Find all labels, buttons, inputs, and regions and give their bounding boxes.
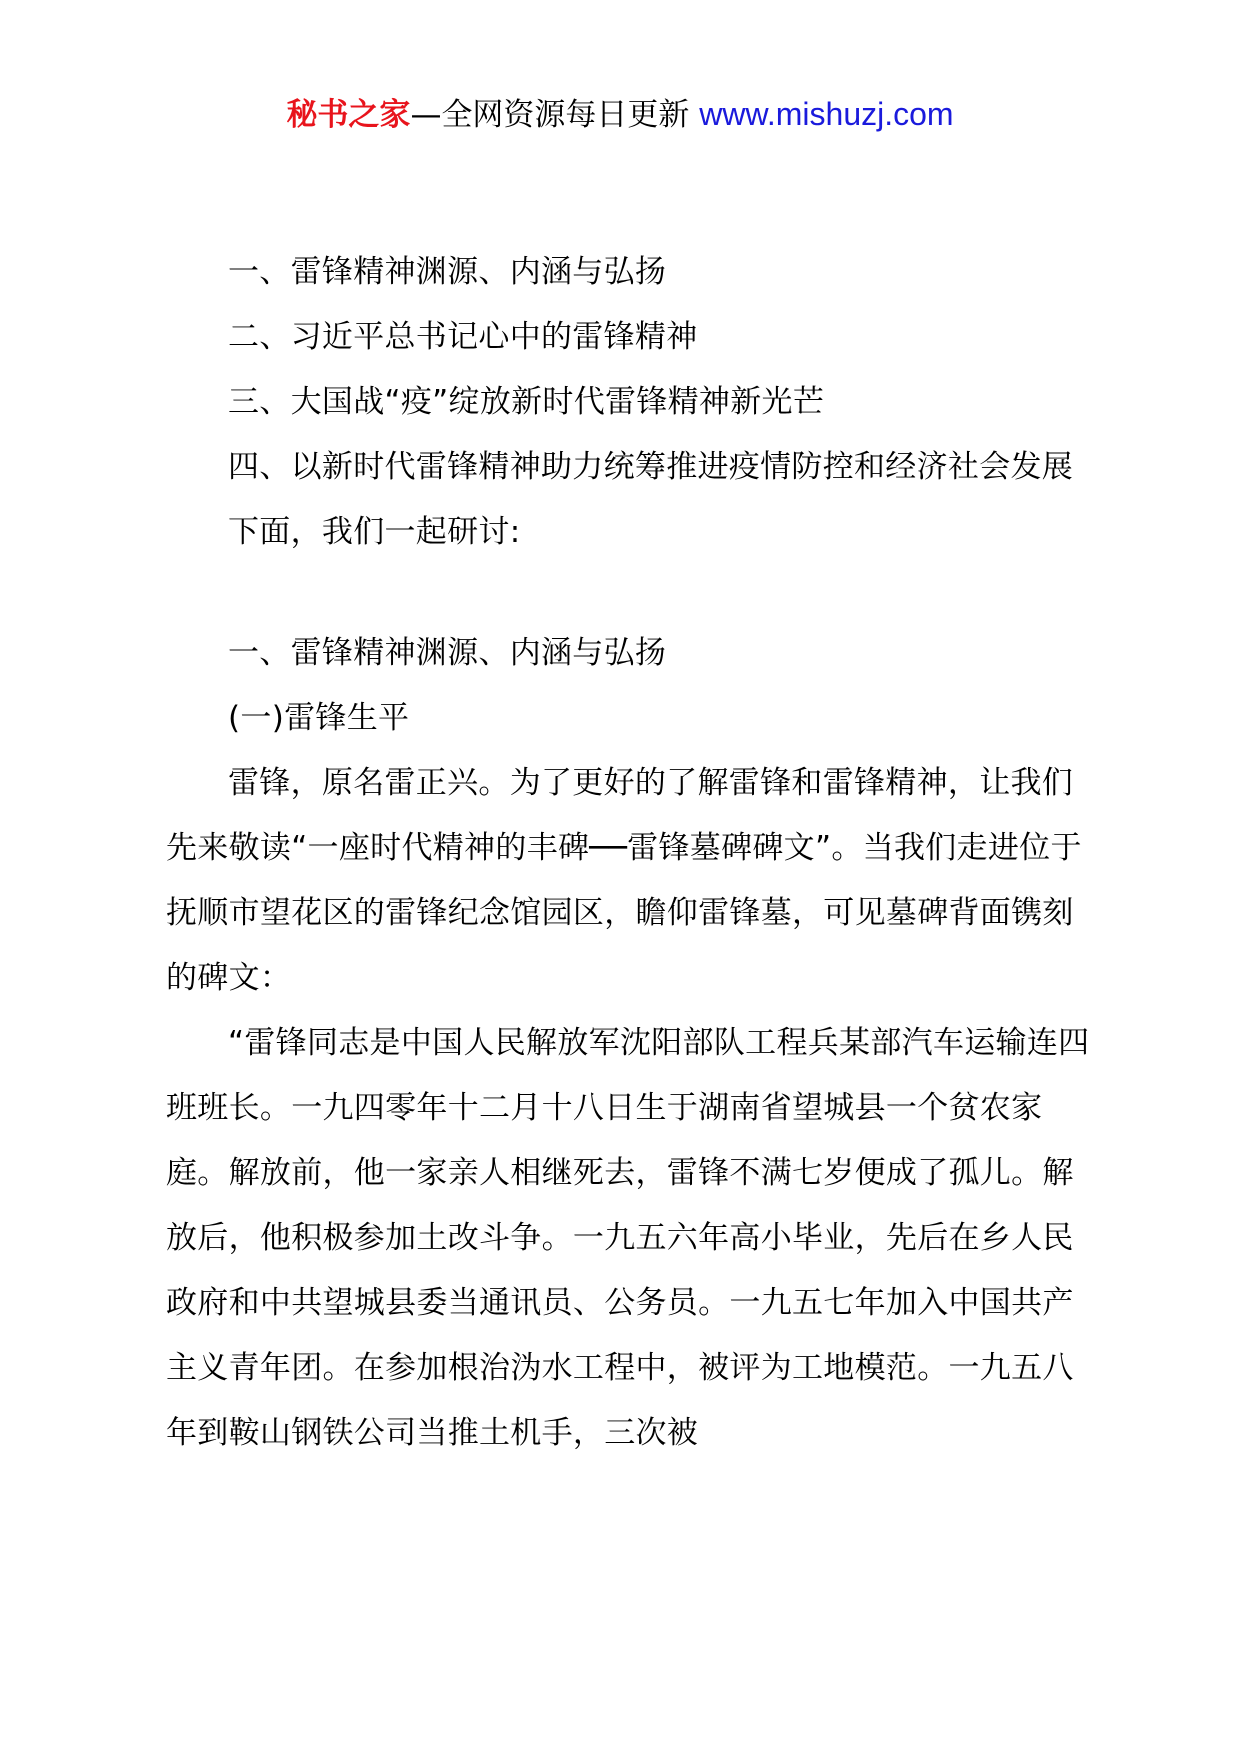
outline-item-2: 二、习近平总书记心中的雷锋精神 [228,319,698,355]
intro-line: 下面，我们一起研讨: [228,514,521,550]
body-paragraph-1: 雷锋，原名雷正兴。为了更好的了解雷锋和雷锋精神，让我们先来敬读“一座时代精神的丰碑──雷锋墓碑碑文”。当我们走进位于抚顺市望花区的雷锋纪念馆园区，瞻仰雷锋墓，可见墓碑背面镌刻的碑文： [166,765,1082,996]
outline-item-1: 一、雷锋精神渊源、内涵与弘扬 [228,254,667,290]
outline-item-4: 四、以新时代雷锋精神助力统筹推进疫情防控和经济社会发展 [228,449,1074,485]
section-subheading: (一)雷锋生平 [228,700,410,736]
header-tagline: —全网资源每日更新 [410,97,690,133]
site-url-link[interactable]: www.mishuzj.com [699,96,954,132]
section-heading: 一、雷锋精神渊源、内涵与弘扬 [228,635,667,671]
brand-name: 秘书之家 [286,97,411,133]
document-body [166,240,1096,1466]
body-paragraph-2: “雷锋同志是中国人民解放军沈阳部队工程兵某部汽车运输连四班班长。一九四零年十二月十八日生于湖南省望城县一个贫农家庭。解放前，他一家亲人相继死去，雷锋不满七岁便成了孤儿。解放后，他积极参加土改斗争。一九五六年高小毕业，先后在乡人民政府和中共望城县委当通讯员、公务员。一九五七年加入中国共产主义青年团。在参加根治沩水工程中，被评为工地模范。一九五八年到鞍山钢铁公司当推土机手，三次被 [166,1025,1090,1451]
outline-item-3: 三、大国战“疫”绽放新时代雷锋精神新光芒 [228,384,825,420]
section-gap [166,565,1096,621]
page-header [0,92,1240,137]
